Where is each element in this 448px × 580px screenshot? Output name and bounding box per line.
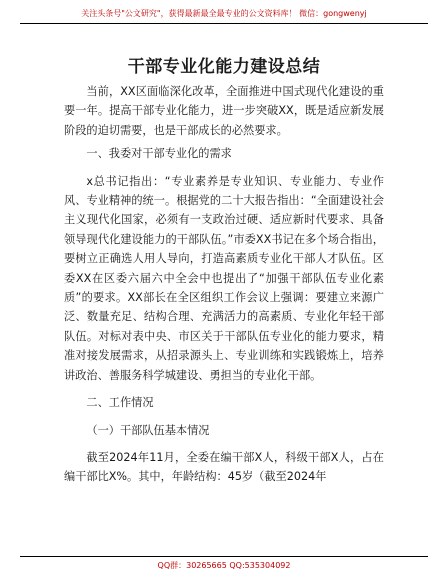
section-1-paragraph: x总书记指出：“专业素养是专业知识、专业能力、专业作风、专业精神的统一。根据党的二十大报告指出：“全面建设社会主义现代化国家，必须有一支政治过硬、适应新时代要求、具备领导现代化建设能力的干部队伍。”市委XX书记在多个场合指出，要树立正确选人用人导向，打造高素质专业化干部人才队伍。区委XX在区委六届六中全会中也提出了“加强干部队伍专业化素质”的要求。XX部长在全区组织工作会议上强调：要建立来源广泛、数量充足、结构合理、充满活力的高素质、专业化年轻干部队伍。对标对表中央、市区关于干部队伍专业化的能力要求，精准对接发展需求，从招录源头上、专业训练和实践锻炼上，培养讲政治、善服务科学城建设、勇担当的专业化干部。 (64, 174, 384, 382)
footer-contact: QQ群：30265665 QQ:535304092 (20, 556, 428, 571)
section-1-heading: 一、我委对干部专业化的需求 (86, 147, 232, 161)
subsection-1-heading: （一）干部队伍基本情况 (86, 423, 210, 437)
subsection-1-paragraph: 截至2024年11月，全委在编干部X人，科级干部X人，占在编干部比X%。其中，年龄结构：45岁（截至2024年 (64, 450, 384, 484)
section-2-heading: 二、工作情况 (86, 396, 154, 410)
document-body (64, 82, 384, 487)
intro-paragraph: 当前，XX区面临深化改革，全面推进中国式现代化建设的重要一年。提高干部专业化能力，进一步突破XX，既是适应新发展阶段的迫切需要，也是干部成长的必然要求。 (64, 85, 384, 137)
header-banner: 关注头条号"公文研究"，获得最新最全最专业的公文资料库！ 微信：gongwenyj (20, 8, 428, 24)
document-title: 干部专业化能力建设总结 (127, 57, 321, 77)
